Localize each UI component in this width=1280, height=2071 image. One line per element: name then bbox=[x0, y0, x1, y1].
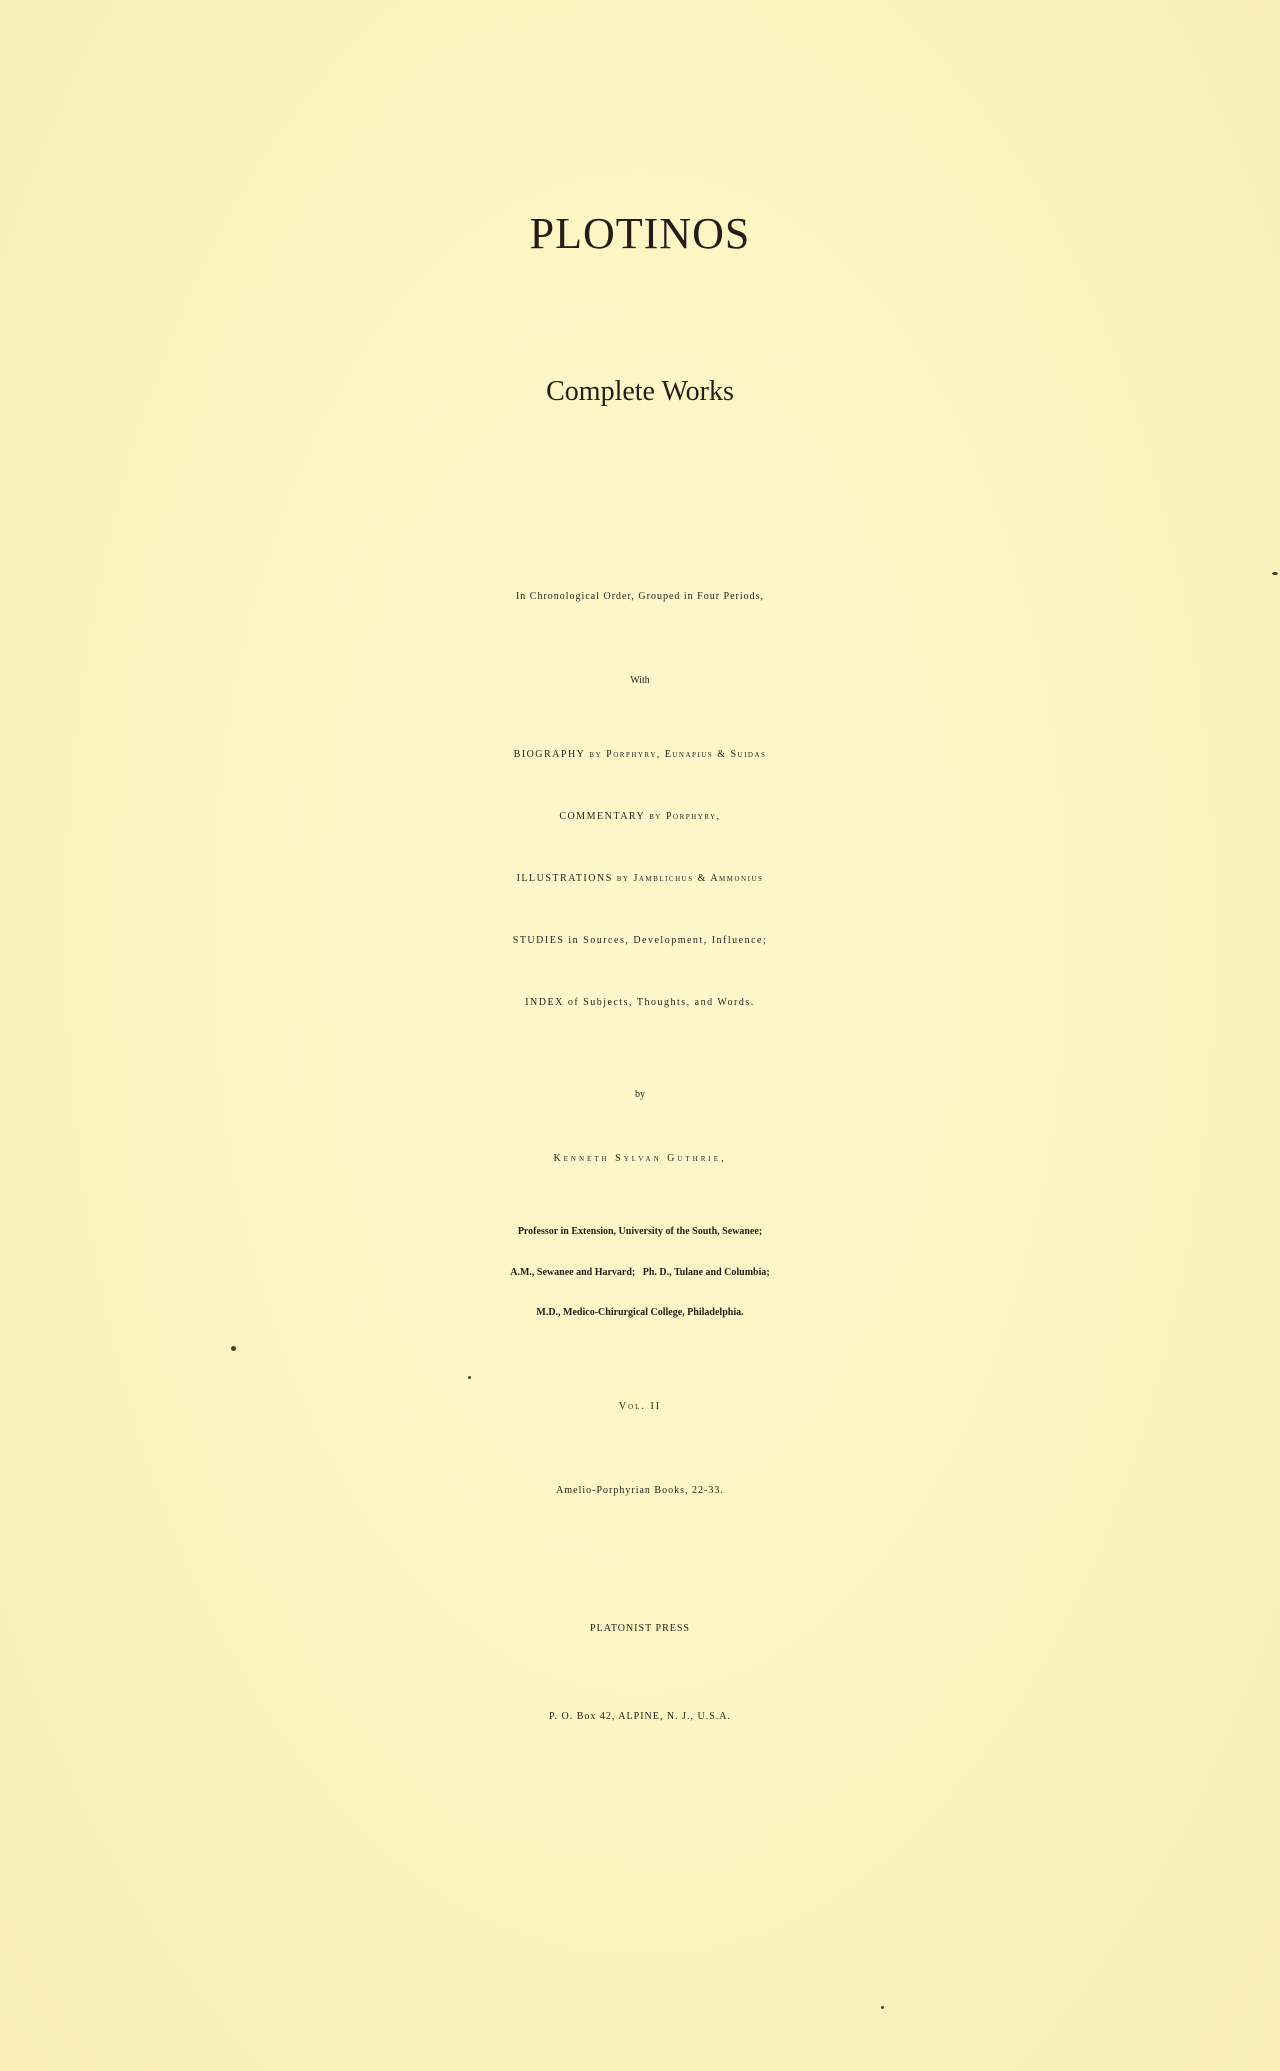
contents-detail: by Porphyry, bbox=[645, 811, 721, 822]
contents-line-index bbox=[0, 998, 1280, 1008]
volume-number: Vol. II bbox=[618, 1401, 662, 1412]
contents-line-biography bbox=[0, 750, 1280, 760]
contents-detail: by Jamblichus & Ammonius bbox=[612, 873, 764, 884]
book-subtitle: Complete Works bbox=[546, 376, 734, 407]
contents-heading: ILLUSTRATIONS bbox=[516, 873, 613, 884]
contents-line-illustrations bbox=[0, 874, 1280, 884]
author-name: Kenneth Sylvan Guthrie, bbox=[553, 1153, 727, 1164]
publisher-address: P. O. Box 42, ALPINE, N. J., U.S.A. bbox=[549, 1711, 731, 1722]
by-label: by bbox=[635, 1089, 645, 1100]
contents-detail: in Sources, Development, Influence; bbox=[564, 935, 768, 946]
volume-subtitle: Amelio-Porphyrian Books, 22-33. bbox=[556, 1485, 724, 1496]
contents-detail: of Subjects, Thoughts, and Words. bbox=[563, 997, 755, 1008]
paper-speck bbox=[881, 2006, 884, 2009]
contents-line-commentary bbox=[0, 812, 1280, 822]
contents-heading: BIOGRAPHY bbox=[513, 749, 586, 760]
contents-detail: by Porphyry, Eunapius & Suidas bbox=[585, 749, 767, 760]
with-label: With bbox=[630, 675, 650, 686]
contents-heading: COMMENTARY bbox=[559, 811, 646, 822]
author-credential: M.D., Medico-Chirurgical College, Philadelphia. bbox=[536, 1307, 744, 1318]
contents-heading: INDEX bbox=[525, 997, 564, 1008]
book-title: PLOTINOS bbox=[529, 209, 751, 258]
paper-speck bbox=[468, 1376, 471, 1379]
publisher-name: PLATONIST PRESS bbox=[590, 1623, 690, 1634]
paper-speck bbox=[1272, 572, 1278, 575]
author-credential: A.M., Sewanee and Harvard; Ph. D., Tulane and Columbia; bbox=[510, 1267, 770, 1278]
description-line: In Chronological Order, Grouped in Four Periods, bbox=[515, 591, 765, 602]
contents-line-studies bbox=[0, 936, 1280, 946]
contents-heading: STUDIES bbox=[512, 935, 565, 946]
author-credential: Professor in Extension, University of the South, Sewanee; bbox=[517, 1226, 763, 1237]
paper-speck bbox=[231, 1346, 236, 1351]
